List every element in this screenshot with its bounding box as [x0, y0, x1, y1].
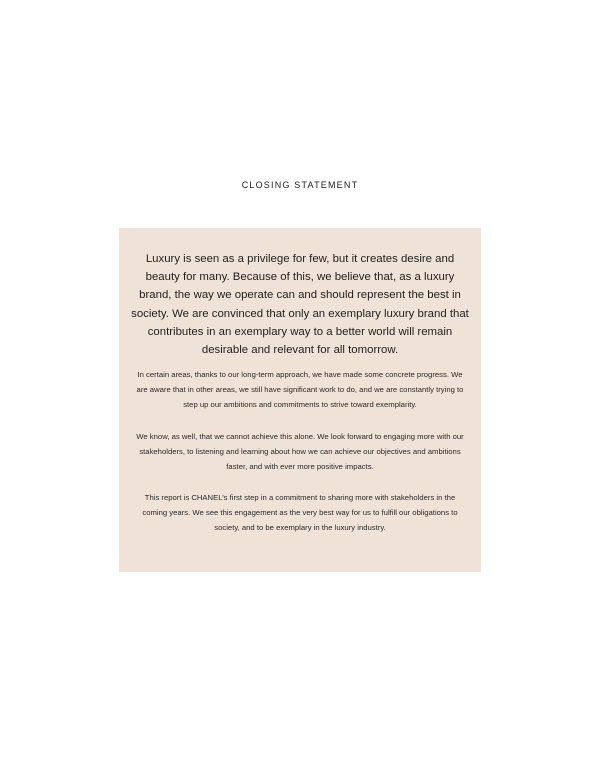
lead-paragraph: Luxury is seen as a privilege for few, but it creates desire and beauty for many. Because of this, we believe that, as a luxury brand, the way we operate can and should represent the best in society. We are convinced that only an exemplary luxury brand that contributes in an exemplary way to a better world will remain desirable and relevant for all tomorrow. — [131, 253, 469, 357]
page-title: CLOSING STATEMENT — [241, 180, 359, 190]
closing-statement-box — [119, 228, 481, 572]
body-paragraph-report: This report is CHANEL’s first step in a commitment to sharing more with stakeholders in the coming years. We see this engagement as the very best way for us to fulfill our obligations to society, and to be exemplary in the luxury industry. — [142, 493, 458, 533]
body-paragraph-progress: In certain areas, thanks to our long-term approach, we have made some concrete progress. We are aware that in other areas, we still have significant work to do, and we are constantly trying to step up our ambitions and commitments to strive toward exemplarity. — [136, 370, 464, 410]
body-paragraph-stakeholders: We know, as well, that we cannot achieve this alone. We look forward to engaging more with our stakeholders, to listening and learning about how we can achieve our objectives and ambitions faster, and with ever more positive impacts. — [136, 432, 464, 472]
